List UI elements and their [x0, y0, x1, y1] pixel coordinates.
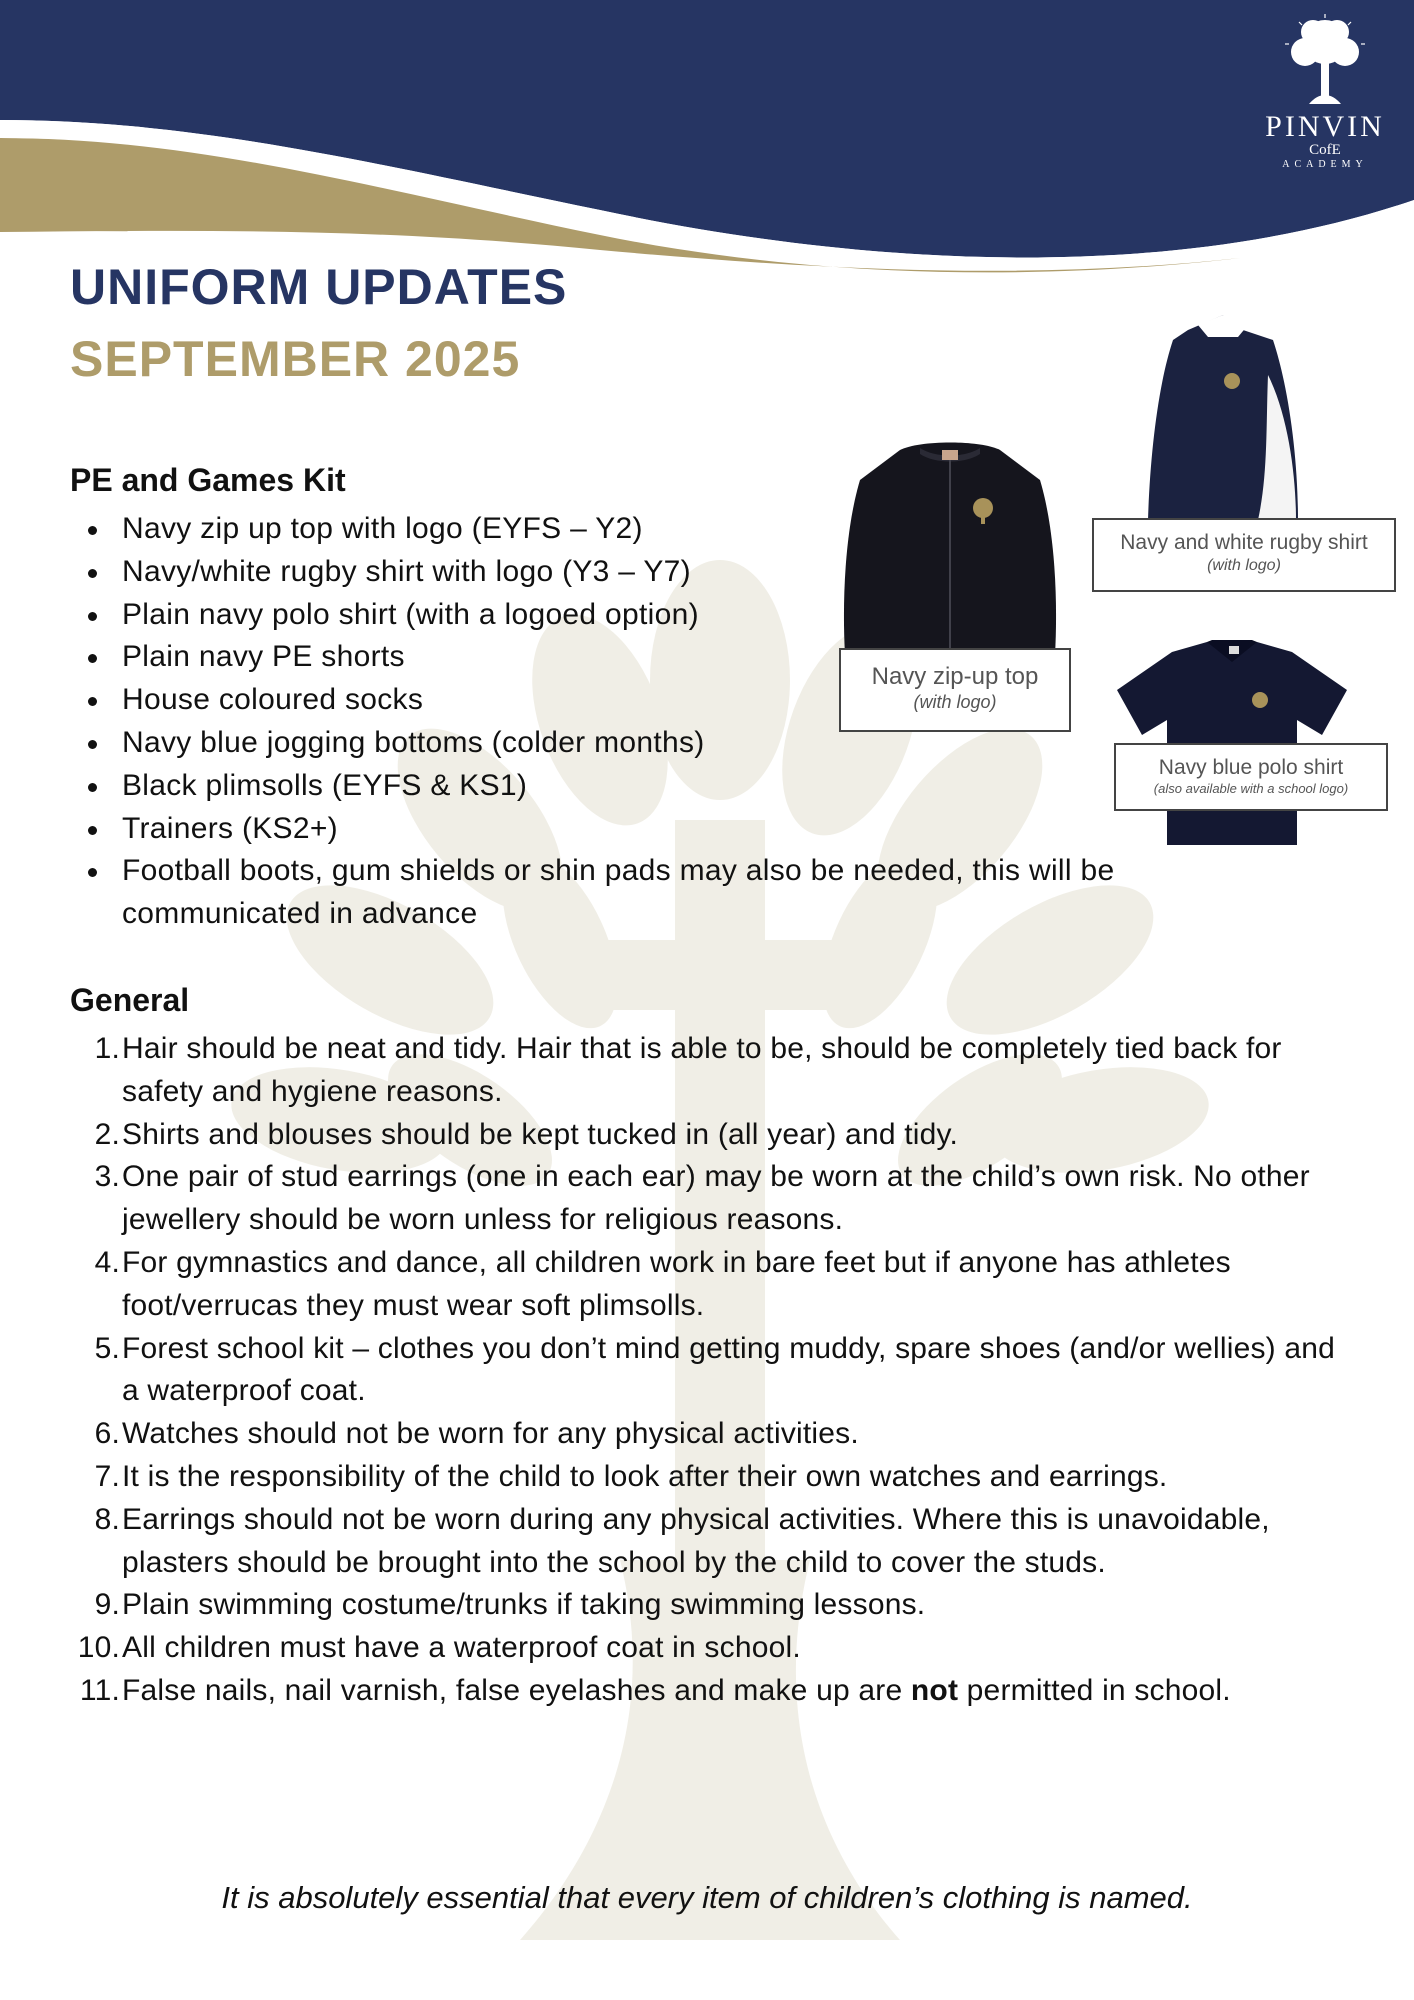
list-item-text: It is the responsibility of the child to look after their own watches and earrings. [122, 1459, 1168, 1493]
list-item [70, 1028, 1340, 1114]
caption-note: (with logo) [1207, 557, 1281, 574]
list-item [70, 1584, 1340, 1627]
general-section-heading: General [70, 982, 190, 1018]
caption-label: Navy zip-up top [871, 663, 1039, 690]
list-item: House coloured socks [70, 679, 1110, 722]
page-subtitle-date: SEPTEMBER 2025 [70, 331, 521, 387]
list-item [70, 1413, 1340, 1456]
tree-logo-icon [1279, 14, 1371, 110]
list-item-text: Watches should not be worn for any physical activities. [122, 1417, 859, 1451]
list-item [70, 1242, 1340, 1328]
school-logo [1252, 14, 1398, 184]
emphasis-not: not [910, 1673, 959, 1707]
list-item-number: 7. [94, 1459, 120, 1493]
list-item-number: 5. [94, 1331, 120, 1365]
list-item-number: 8. [94, 1502, 120, 1536]
list-item-text-end: permitted in school. [958, 1673, 1231, 1707]
list-item-number: 9. [94, 1588, 120, 1622]
list-item-number: 4. [94, 1245, 120, 1279]
list-item: Navy/white rugby shirt with logo (Y3 – Y7) [70, 551, 1110, 594]
list-item-number: 1. [94, 1032, 120, 1065]
list-item [70, 1670, 1340, 1713]
list-item [70, 1627, 1340, 1670]
list-item: Plain navy polo shirt (with a logoed option) [70, 594, 1110, 637]
list-item-text: Earrings should not be worn during any physical activities. Where this is unavoidable, plasters should be brought into the school by the child to cover the studs. [122, 1502, 1270, 1579]
zip-up-top-caption [839, 648, 1071, 732]
general-rules-list [70, 1028, 1340, 1713]
pe-section-heading: PE and Games Kit [70, 462, 346, 498]
rugby-shirt-caption [1092, 518, 1396, 592]
list-item [70, 1156, 1340, 1242]
rugby-shirt-image [1148, 315, 1303, 520]
caption-label: Navy blue polo shirt [1158, 756, 1344, 779]
list-item: Navy blue jogging bottoms (colder months) [70, 722, 1110, 765]
list-item-text: All children must have a waterproof coat in school. [122, 1631, 801, 1665]
list-item: Navy zip up top with logo (EYFS – Y2) [70, 508, 1110, 551]
footer-note: It is absolutely essential that every item of children’s clothing is named. [221, 1880, 1193, 1915]
page-title: UNIFORM UPDATES [70, 259, 568, 315]
list-item-text: For gymnastics and dance, all children work in bare feet but if anyone has athletes foot/verrucas they must wear soft plimsolls. [122, 1245, 1231, 1322]
list-item-number: 11. [79, 1673, 120, 1707]
caption-label: Navy and white rugby shirt [1120, 531, 1368, 554]
list-item-text: Hair should be neat and tidy. Hair that is able to be, should be completely tied back for safety and hygiene reasons. [122, 1032, 1282, 1108]
list-item-text-start: False nails, nail varnish, false eyelashes and make up are [122, 1673, 911, 1707]
list-item-number: 2. [94, 1117, 120, 1151]
list-item: Black plimsolls (EYFS & KS1) [70, 765, 1110, 808]
list-item [70, 1328, 1340, 1414]
polo-shirt-caption [1114, 743, 1388, 811]
list-item [70, 1114, 1340, 1157]
list-item-number: 6. [94, 1417, 120, 1451]
list-item: Plain navy PE shorts [70, 636, 1110, 679]
logo-academy: ACADEMY [1282, 159, 1368, 170]
list-item-text: Forest school kit – clothes you don’t mind getting muddy, spare shoes (and/or wellies) and a waterproof coat. [122, 1331, 1336, 1408]
list-item [70, 1456, 1340, 1499]
list-item-text: One pair of stud earrings (one in each ear) may be worn at the child’s own risk. No other jewellery should be worn unless for religious reasons. [122, 1160, 1310, 1237]
logo-coe: CofE [1309, 142, 1341, 158]
header-wave-banner [0, 0, 1414, 290]
caption-note: (also available with a school logo) [1153, 781, 1349, 796]
zip-up-top-image [840, 440, 1060, 655]
list-item-number: 10. [77, 1631, 120, 1665]
list-item-number: 3. [94, 1160, 120, 1194]
caption-note: (with logo) [913, 692, 997, 712]
list-item-text: Plain swimming costume/trunks if taking swimming lessons. [122, 1588, 926, 1622]
list-item: Football boots, gum shields or shin pads may also be needed, this will be communicated in advance [70, 850, 1122, 936]
list-item: Trainers (KS2+) [70, 808, 1110, 851]
list-item [70, 1499, 1340, 1585]
list-item-text: Shirts and blouses should be kept tucked in (all year) and tidy. [122, 1117, 959, 1151]
logo-name: PINVIN [1265, 110, 1385, 143]
